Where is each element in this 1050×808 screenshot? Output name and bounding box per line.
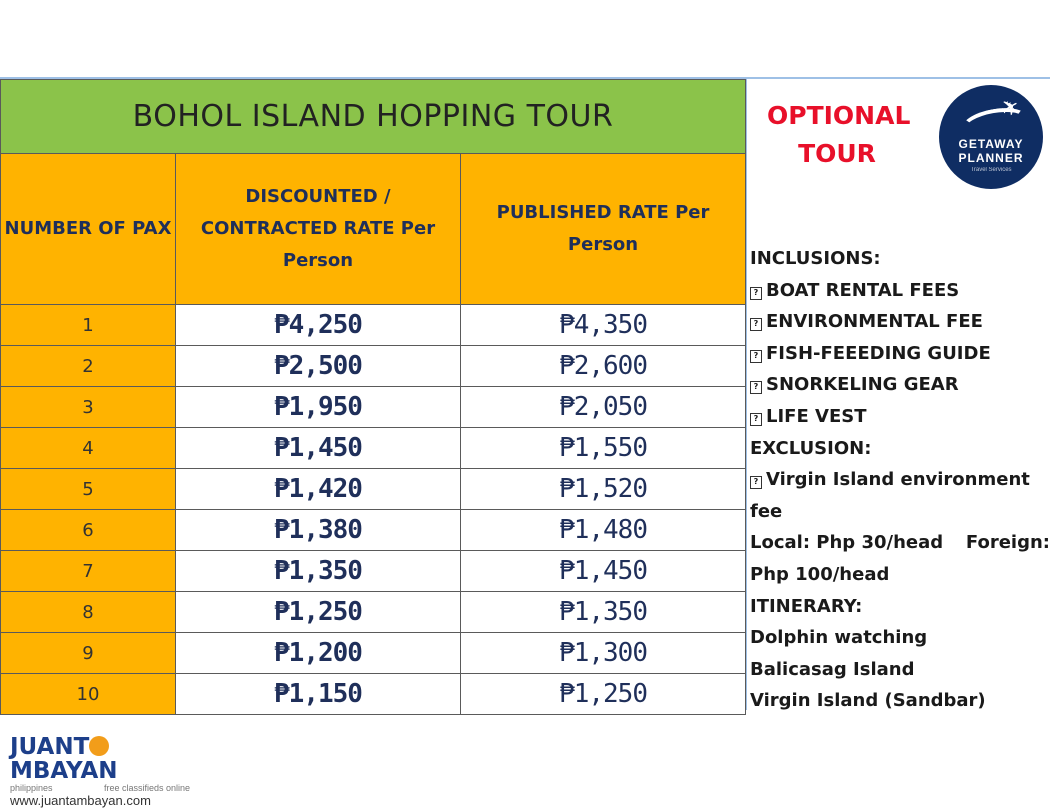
tagline-left: philippines [10, 783, 53, 793]
discounted-rate-cell: ₱2,500 [176, 346, 461, 387]
published-rate-cell: ₱1,450 [461, 551, 746, 592]
itinerary-item: Dolphin watching [750, 627, 928, 649]
rate-sheet [0, 77, 1050, 710]
published-rate-cell: ₱2,600 [461, 346, 746, 387]
optional-heading-line1: OPTIONAL [767, 101, 911, 130]
discounted-rate-cell: ₱1,150 [176, 674, 461, 715]
published-rate-cell: ₱4,350 [461, 305, 746, 346]
watermark-logo [10, 735, 200, 783]
pax-cell: 9 [1, 633, 176, 674]
inclusion-text: SNORKELING GEAR [766, 374, 959, 396]
published-rate-cell: ₱1,250 [461, 674, 746, 715]
header-pax: NUMBER OF PAX [1, 154, 176, 305]
header-discounted-line1: DISCOUNTED / [245, 186, 391, 207]
table-row [1, 674, 746, 715]
local-fee: Local: Php 30/head [750, 532, 944, 554]
table-row [1, 346, 746, 387]
rates-table [0, 79, 746, 715]
exclusion-text: Virgin Island environment [766, 469, 1030, 491]
pax-cell: 1 [1, 305, 176, 346]
watermark-tagline [10, 783, 190, 793]
checkbox-icon: ? [750, 287, 762, 300]
published-rate-cell: ₱1,520 [461, 469, 746, 510]
pax-cell: 8 [1, 592, 176, 633]
itinerary-item: Balicasag Island [750, 658, 915, 680]
tagline-right: free classifieds online [103, 783, 190, 793]
inclusion-item [750, 338, 1050, 370]
pax-cell: 3 [1, 387, 176, 428]
pax-cell: 4 [1, 428, 176, 469]
fee-row [750, 527, 1050, 559]
getaway-planner-logo [939, 85, 1043, 189]
optional-tour-heading [767, 97, 911, 173]
published-rate-cell: ₱1,480 [461, 510, 746, 551]
pax-cell: 2 [1, 346, 176, 387]
discounted-rate-cell: ₱1,380 [176, 510, 461, 551]
published-rate-cell: ₱1,550 [461, 428, 746, 469]
inclusion-item [750, 401, 1050, 433]
circle-logo-icon [89, 736, 109, 756]
itinerary-title: ITINERARY: [750, 595, 863, 617]
pax-cell: 5 [1, 469, 176, 510]
airplane-icon: ✈ [995, 92, 1025, 124]
foreign-fee: Php 100/head [750, 563, 890, 585]
discounted-rate-cell: ₱1,250 [176, 592, 461, 633]
itinerary-item: Virgin Island (Sandbar) [750, 690, 986, 712]
inclusion-text: BOAT RENTAL FEES [766, 279, 960, 301]
pax-cell: 10 [1, 674, 176, 715]
inclusion-text: FISH-FEEEDING GUIDE [766, 342, 991, 364]
checkbox-icon: ? [750, 413, 762, 426]
logo-text-line2: PLANNER [958, 151, 1024, 165]
table-row [1, 428, 746, 469]
discounted-rate-cell: ₱1,350 [176, 551, 461, 592]
pax-cell: 7 [1, 551, 176, 592]
exclusion-item [750, 464, 1050, 496]
header-discounted-line2: CONTRACTED RATE Per [200, 218, 436, 239]
optional-heading-line2: TOUR [798, 139, 876, 168]
discounted-rate-cell: ₱4,250 [176, 305, 461, 346]
inclusions-title: INCLUSIONS: [750, 248, 881, 269]
discounted-rate-cell: ₱1,200 [176, 633, 461, 674]
table-row [1, 469, 746, 510]
inclusion-item [750, 369, 1050, 401]
discounted-rate-cell: ₱1,950 [176, 387, 461, 428]
published-rate-cell: ₱2,050 [461, 387, 746, 428]
checkbox-icon: ? [750, 350, 762, 363]
discounted-rate-cell: ₱1,420 [176, 469, 461, 510]
inclusion-text: LIFE VEST [766, 405, 867, 427]
foreign-fee-label: Foreign: [965, 532, 1050, 554]
watermark-brand-a: JUANT [10, 734, 90, 760]
checkbox-icon: ? [750, 318, 762, 331]
exclusion-item-cont: fee [750, 500, 783, 522]
logo-subtext: Travel Services [970, 167, 1012, 173]
juantambayan-watermark [10, 734, 200, 808]
table-row [1, 387, 746, 428]
table-row [1, 305, 746, 346]
logo-text-line1: GETAWAY [958, 137, 1024, 151]
table-row [1, 592, 746, 633]
pax-cell: 6 [1, 510, 176, 551]
exclusion-title: EXCLUSION: [750, 437, 872, 459]
header-discounted [176, 154, 461, 305]
published-rate-cell: ₱1,350 [461, 592, 746, 633]
published-rate-cell: ₱1,300 [461, 633, 746, 674]
tour-title: BOHOL ISLAND HOPPING TOUR [1, 80, 746, 154]
table-row [1, 551, 746, 592]
watermark-url: www.juantambayan.com [10, 793, 151, 808]
watermark-brand-b: MBAYAN [10, 758, 118, 784]
optional-tour-panel [746, 79, 1050, 710]
tour-details [750, 243, 1050, 717]
checkbox-icon: ? [750, 476, 762, 489]
checkbox-icon: ? [750, 381, 762, 394]
table-row [1, 510, 746, 551]
header-published: PUBLISHED RATE Per Person [461, 154, 746, 305]
inclusion-item [750, 306, 1050, 338]
header-discounted-line3: Person [282, 250, 354, 271]
table-row [1, 633, 746, 674]
inclusion-item [750, 275, 1050, 307]
inclusion-text: ENVIRONMENTAL FEE [766, 311, 983, 333]
discounted-rate-cell: ₱1,450 [176, 428, 461, 469]
